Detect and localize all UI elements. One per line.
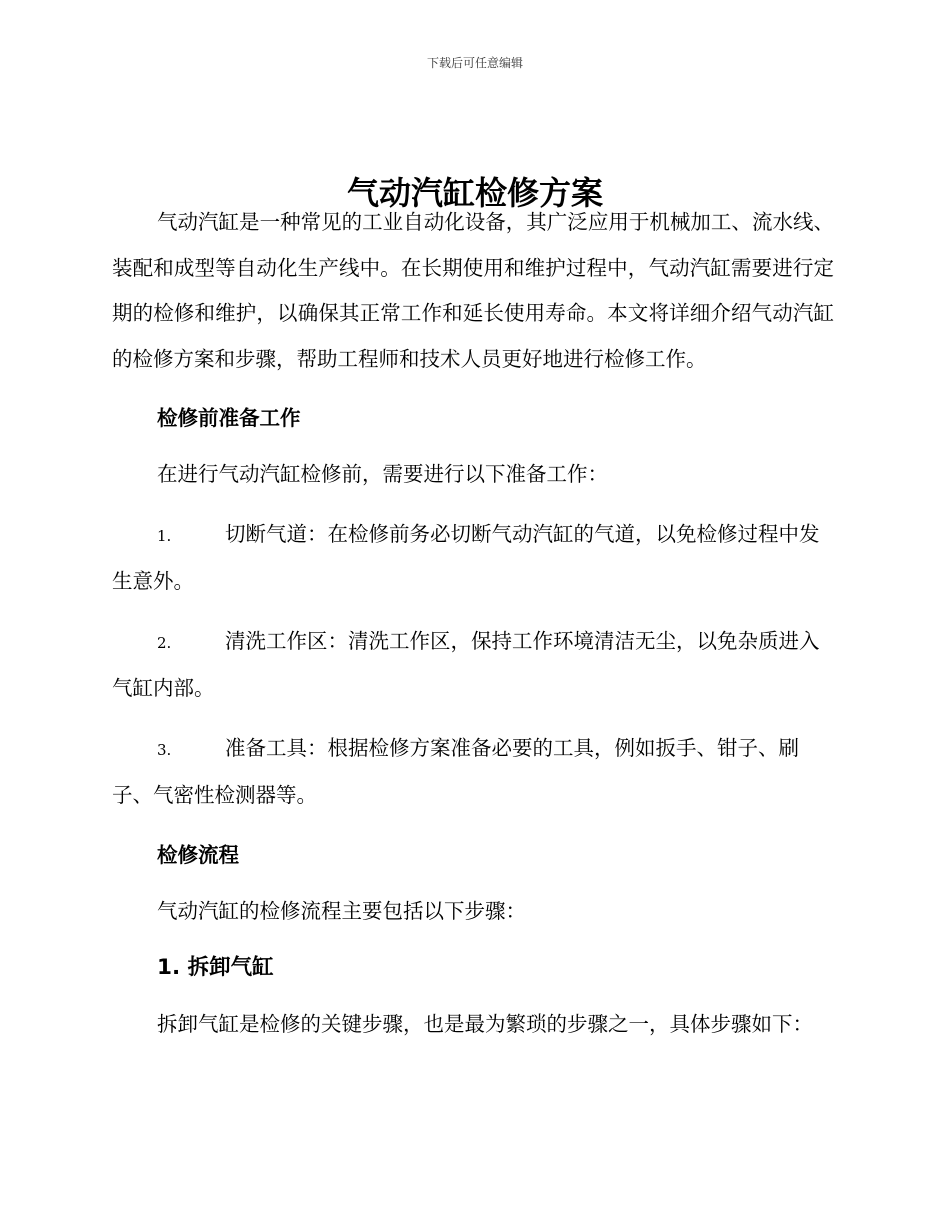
subsection-heading-disassembly: 1. 拆卸气缸 xyxy=(157,955,274,980)
disassembly-paragraph: 拆卸气缸是检修的关键步骤，也是最为繁琐的步骤之一，具体步骤如下： xyxy=(157,1012,813,1036)
prep-list-item xyxy=(112,512,834,605)
process-lead-paragraph: 气动汽缸的检修流程主要包括以下步骤： xyxy=(157,898,526,923)
list-item-text: 切断气道：在检修前务必切断气动汽缸的气道，以免检修过程中发生意外。 xyxy=(112,521,820,593)
document-title: 气动汽缸检修方案 xyxy=(346,174,603,213)
list-item-text: 准备工具：根据检修方案准备必要的工具，例如扳手、钳子、刷子、气密性检测器等。 xyxy=(112,735,799,807)
list-number: 1. xyxy=(157,526,172,545)
prep-list-item xyxy=(112,619,834,712)
page-header: 下载后可任意编辑 xyxy=(426,56,523,70)
document-body xyxy=(112,200,834,1048)
prep-list-item xyxy=(112,726,834,819)
list-item-text: 清洗工作区：清洗工作区，保持工作环境清洁无尘，以免杂质进入气缸内部。 xyxy=(112,628,820,700)
section-heading-prep: 检修前准备工作 xyxy=(157,406,301,430)
intro-paragraph: 气动汽缸是一种常见的工业自动化设备，其广泛应用于机械加工、流水线、装配和成型等自动化生产线中。在长期使用和维护过程中，气动汽缸需要进行定期的检修和维护，以确保其正常工作和延长使用寿命。本文将详细介绍气动汽缸的检修方案和步骤，帮助工程师和技术人员更好地进行检修工作。 xyxy=(112,210,834,371)
list-number: 3. xyxy=(157,740,172,759)
list-number: 2. xyxy=(157,633,172,652)
prep-lead-paragraph: 在进行气动汽缸检修前，需要进行以下准备工作： xyxy=(157,462,608,486)
section-heading-process: 检修流程 xyxy=(157,842,239,867)
